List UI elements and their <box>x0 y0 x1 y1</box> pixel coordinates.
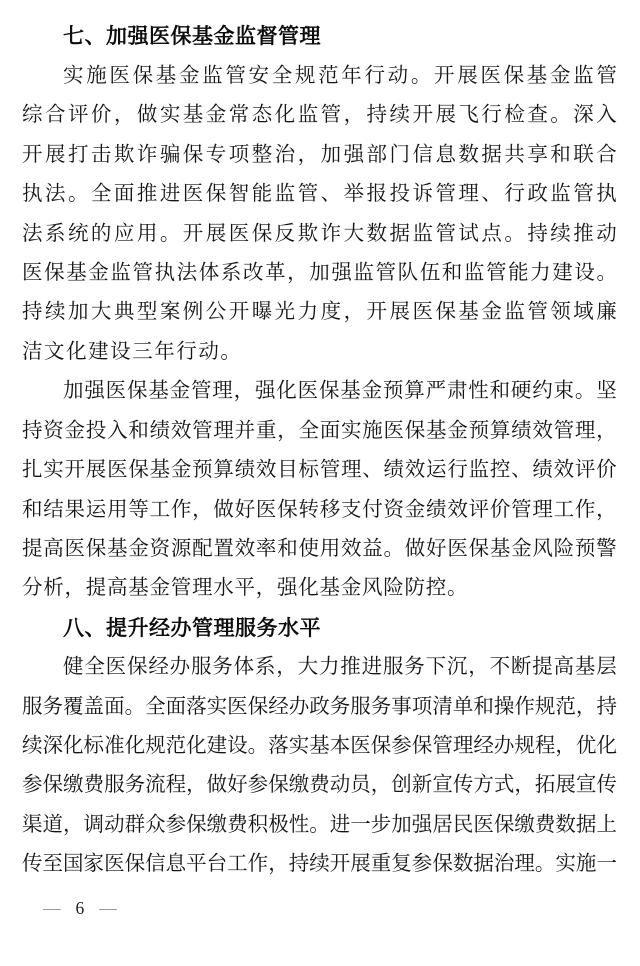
footer-dash-right: — <box>99 898 117 918</box>
body-line: 提 高 医 保 基 金 资 源 配 置 效 率 和 使 用 效 益 。 做 好 医 保 基 金 风 险 预 警 <box>22 537 617 560</box>
body-line: 执 法 。 全 面 推 进 医 保 智 能 监 管 、 举 报 投 诉 管 理 、 行 政 监 管 执 <box>22 183 617 206</box>
body-line: 洁文化建设三年行动。 <box>22 340 243 363</box>
body-line: 开 展 打 击 欺 诈 骗 保 专 项 整 治 ， 加 强 部 门 信 息 数 据 共 享 和 联 合 <box>22 143 617 166</box>
body-line: 综 合 评 价 ， 做 实 基 金 常 态 化 监 管 ， 持 续 开 展 飞 行 检 查 。 深 入 <box>22 104 617 127</box>
body-line: 渠 道 ， 调 动 群 众 参 保 缴 费 积 极 性 。 进 一 步 加 强 居 民 医 保 缴 费 数 据 上 <box>22 813 617 836</box>
body-line: 和 结 果 运 用 等 工 作 ， 做 好 医 保 转 移 支 付 资 金 绩 效 评 价 管 理 工 作 ， <box>22 498 617 521</box>
body-line: 分析，提高基金管理水平，强化基金风险防控。 <box>22 577 469 600</box>
section-heading: 八、提升经办管理服务水平 <box>63 615 321 640</box>
document-body <box>22 17 617 884</box>
body-line: 参 保 缴 费 服 务 流 程 ， 做 好 参 保 缴 费 动 员 ， 创 新 宣 传 方 式 ， 拓 展 宣 传 <box>22 774 617 797</box>
section-heading: 七、加强医保基金监督管理 <box>63 24 321 49</box>
body-line: 医 保 基 金 监 管 执 法 体 系 改 革 ， 加 强 监 管 队 伍 和 监 管 能 力 建 设 。 <box>22 261 617 284</box>
body-line: 法 系 统 的 应 用 。 开 展 医 保 反 欺 诈 大 数 据 监 管 试 点 。 持 续 推 动 <box>22 222 617 245</box>
body-line: 传 至 国 家 医 保 信 息 平 台 工 作 ， 持 续 开 展 重 复 参 保 数 据 治 理 。 实 施 一 <box>22 853 617 876</box>
page-number: 6 <box>75 898 85 918</box>
body-line: 服 务 覆 盖 面 。 全 面 落 实 医 保 经 办 政 务 服 务 事 项 清 单 和 操 作 规 范 ， 持 <box>22 695 617 718</box>
body-line: 持 资 金 投 入 和 绩 效 管 理 并 重 ， 全 面 实 施 医 保 基 金 预 算 绩 效 管 理 ， <box>22 419 617 442</box>
body-line: 持 续 加 大 典 型 案 例 公 开 曝 光 力 度 ， 开 展 医 保 基 金 监 管 领 域 廉 <box>22 301 617 324</box>
body-line: 健 全 医 保 经 办 服 务 体 系 ， 大 力 推 进 服 务 下 沉 ， 不 断 提 高 基 层 <box>63 656 617 679</box>
body-line: 加 强 医 保 基 金 管 理 ， 强 化 医 保 基 金 预 算 严 肃 性 和 硬 约 束 。 坚 <box>63 380 617 403</box>
page-footer <box>43 900 117 918</box>
body-line: 扎 实 开 展 医 保 基 金 预 算 绩 效 目 标 管 理 、 绩 效 运 行 监 控 、 绩 效 评 价 <box>22 459 617 482</box>
body-line: 续 深 化 标 准 化 规 范 化 建 设 。 落 实 基 本 医 保 参 保 管 理 经 办 规 程 ， 优 化 <box>22 735 617 758</box>
footer-dash-left: — <box>43 898 61 918</box>
body-line: 实 施 医 保 基 金 监 管 安 全 规 范 年 行 动 。 开 展 医 保 基 金 监 管 <box>63 64 617 87</box>
